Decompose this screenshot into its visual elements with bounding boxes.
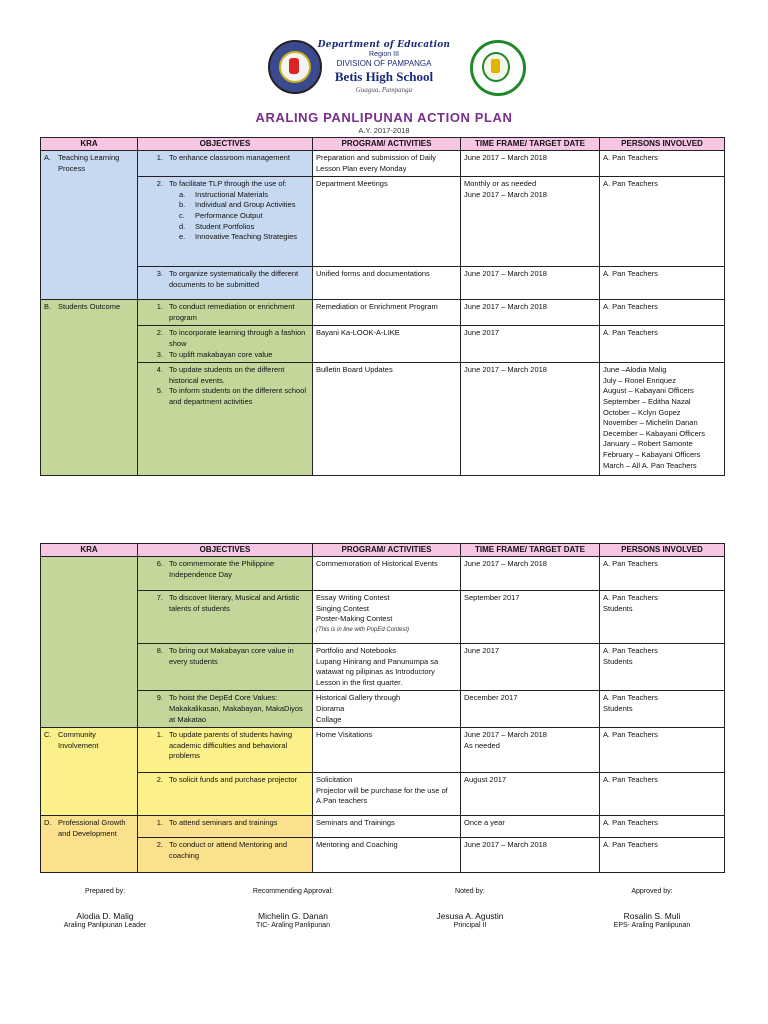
objective-cell: 2. To incorporate learning through a fashion show 3. To uplift makabayan core value xyxy=(138,326,313,363)
time-cell: September 2017 xyxy=(461,591,600,644)
table-row xyxy=(41,326,725,363)
signatory-position: TIC- Araling Panlipunan xyxy=(256,922,330,929)
list-item: August – Kabayani Officers xyxy=(603,386,694,396)
list-item: December – Kabayani Officers xyxy=(603,428,705,438)
time-cell: June 2017 – March 2018 xyxy=(461,838,600,873)
time-cell: Monthly or as needed June 2017 – March 2018 xyxy=(461,177,600,267)
objective-cell: 2. To solicit funds and purchase projector xyxy=(138,773,313,816)
col-header-persons: PERSONS INVOLVED xyxy=(600,544,725,557)
time-cell: June 2017 – March 2018 xyxy=(461,363,600,476)
table-row xyxy=(41,151,725,177)
list-item: October – Kclyn Gopez xyxy=(603,407,681,417)
col-header-program: PROGRAM/ ACTIVITIES xyxy=(313,544,461,557)
objective-cell: 7. To discover literary, Musical and Artistic talents of students xyxy=(138,591,313,644)
program-cell: Essay Writing Contest Singing Contest Poster-Making Contest (This is in line with PopEd Contest) xyxy=(313,591,461,644)
region: Region III xyxy=(369,51,399,58)
time-cell: June 2017 – March 2018 xyxy=(461,300,600,326)
time-cell: June 2017 – March 2018 As needed xyxy=(461,728,600,773)
list-item: January – Robert Samonte xyxy=(603,439,693,449)
program-cell: Remediation or Enrichment Program xyxy=(313,300,461,326)
signature-recommending: Recommending Approval: Michelin G. Danan TIC- Araling Panlipunan xyxy=(208,888,378,929)
table-row xyxy=(41,728,725,773)
persons-cell: A. Pan Teachers xyxy=(600,267,725,300)
col-header-objectives: OBJECTIVES xyxy=(138,138,313,151)
objective-cell: 1. To attend seminars and trainings xyxy=(138,816,313,838)
academic-year: A.Y. 2017-2018 xyxy=(358,126,410,135)
program-cell: Preparation and submission of Daily Lesson Plan every Monday xyxy=(313,151,461,177)
kra-cell-a: A. Teaching Learning Process xyxy=(41,151,138,300)
program-note: (This is in line with PopEd Contest) xyxy=(316,626,410,633)
persons-cell: A. Pan Teachers xyxy=(600,326,725,363)
school-address: Guagua, Pampanga xyxy=(355,86,413,94)
time-cell: August 2017 xyxy=(461,773,600,816)
kra-cell-b-continued xyxy=(41,557,138,728)
program-cell: Commemoration of Historical Events xyxy=(313,557,461,591)
program-cell: Bulletin Board Updates xyxy=(313,363,461,476)
persons-cell: A. Pan Teachers Students xyxy=(600,691,725,728)
program-cell: Solicitation Projector will be purchase for the use of A.Pan teachers xyxy=(313,773,461,816)
program-cell: Department Meetings xyxy=(313,177,461,267)
time-cell: June 2017 – March 2018 xyxy=(461,151,600,177)
program-cell: Bayani Ka-LOOK-A-LIKE xyxy=(313,326,461,363)
table-row xyxy=(41,773,725,816)
kra-label: Teaching Learning Process xyxy=(58,153,120,173)
list-item: March – All A. Pan Teachers xyxy=(603,460,697,470)
signatory-name: Jesusa A. Agustin xyxy=(436,911,504,921)
table-header-row xyxy=(41,544,725,557)
time-cell: Once a year xyxy=(461,816,600,838)
objective-cell: 1. To update parents of students having academic difficulties and behavioral problems xyxy=(138,728,313,773)
objective-cell: 4. To update students on the different historical events. 5. To inform students on the different school and department activities xyxy=(138,363,313,476)
persons-cell: A. Pan Teachers xyxy=(600,816,725,838)
signatory-name: Rosalin S. Muli xyxy=(623,911,681,921)
letterhead-text xyxy=(284,40,484,94)
persons-cell: A. Pan Teachers Students xyxy=(600,644,725,691)
kra-cell-c: C. Community Involvement xyxy=(41,728,138,816)
action-plan-table-1 xyxy=(40,137,725,476)
letterhead xyxy=(0,36,768,106)
document-title: ARALING PANLIPUNAN ACTION PLAN xyxy=(255,110,513,125)
persons-cell: A. Pan Teachers xyxy=(600,177,725,267)
signatory-name: Michelin G. Danan xyxy=(258,911,328,921)
col-header-persons: PERSONS INVOLVED xyxy=(600,138,725,151)
signatory-name: Alodia D. Malig xyxy=(76,911,134,921)
persons-cell: A. Pan Teachers xyxy=(600,728,725,773)
kra-cell-d: D. Professional Growth and Development xyxy=(41,816,138,873)
objective-cell: 1. To enhance classroom management xyxy=(138,151,313,177)
col-header-time-frame: TIME FRAME/ TARGET DATE xyxy=(461,138,600,151)
persons-cell: A. Pan Teachers xyxy=(600,300,725,326)
table-row xyxy=(41,267,725,300)
signatory-position: EPS- Araling Panlipunan xyxy=(613,922,691,929)
list-item: November – Michelin Danan xyxy=(603,418,698,428)
table-row xyxy=(41,557,725,591)
persons-cell xyxy=(600,363,725,476)
program-cell: Mentoring and Coaching xyxy=(313,838,461,873)
signature-block xyxy=(40,888,724,948)
col-header-kra: KRA xyxy=(41,138,138,151)
col-header-time-frame: TIME FRAME/ TARGET DATE xyxy=(461,544,600,557)
col-header-program: PROGRAM/ ACTIVITIES xyxy=(313,138,461,151)
objective-cell: 3. To organize systematically the different documents to be submitted xyxy=(138,267,313,300)
time-cell: June 2017 xyxy=(461,644,600,691)
table-row xyxy=(41,177,725,267)
division: DIVISION OF PAMPANGA xyxy=(336,59,432,68)
time-cell: June 2017 xyxy=(461,326,600,363)
table-row xyxy=(41,644,725,691)
signatory-position: Araling Panlipunan Leader xyxy=(63,922,147,929)
time-cell: June 2017 – March 2018 xyxy=(461,267,600,300)
table-header-row xyxy=(41,138,725,151)
col-header-objectives: OBJECTIVES xyxy=(138,544,313,557)
program-cell: Historical Gallery through Diorama Collage xyxy=(313,691,461,728)
signature-prepared: Prepared by: Alodia D. Malig Araling Panlipunan Leader xyxy=(20,888,190,929)
program-cell: Portfolio and Notebooks Lupang Hinirang and Panunumpa sa watawat ng pilipinas as Introductory Lesson in the first quarter. xyxy=(313,644,461,691)
objective-cell: 2. To facilitate TLP through the use of: a. Instructional Materials b. Individual and Group Activities c. Performance Output d. Student Portfolios e. Innovative Teaching Strategies xyxy=(138,177,313,267)
kra-cell-b: B. Students Outcome xyxy=(41,300,138,476)
signatory-position: Principal II xyxy=(453,922,487,929)
action-plan-table-2 xyxy=(40,543,725,873)
signature-noted: Noted by: Jesusa A. Agustin Principal II xyxy=(385,888,555,929)
time-cell: June 2017 – March 2018 xyxy=(461,557,600,591)
table-row xyxy=(41,591,725,644)
kra-label: Community Involvement xyxy=(58,730,99,750)
list-item: July – Ronel Enriquez xyxy=(603,375,676,385)
program-cell: Seminars and Trainings xyxy=(313,816,461,838)
persons-cell: A. Pan Teachers xyxy=(600,838,725,873)
objective-cell: 9. To hoist the DepEd Core Values: Makakalikasan, Makabayan, MakaDiyos at Makatao xyxy=(138,691,313,728)
program-cell: Unified forms and documentations xyxy=(313,267,461,300)
persons-cell: A. Pan Teachers Students xyxy=(600,591,725,644)
program-cell: Home Visitations xyxy=(313,728,461,773)
table-row xyxy=(41,300,725,326)
objective-cell: 2. To conduct or attend Mentoring and coaching xyxy=(138,838,313,873)
list-item: September – Editha Nazal xyxy=(603,396,691,406)
list-item: June –Alodia Malig xyxy=(603,365,667,375)
school-name: Betis High School xyxy=(334,69,434,84)
persons-cell: A. Pan Teachers xyxy=(600,773,725,816)
persons-cell: A. Pan Teachers xyxy=(600,151,725,177)
time-cell: December 2017 xyxy=(461,691,600,728)
department-name: Department of Education xyxy=(317,40,451,50)
persons-cell: A. Pan Teachers xyxy=(600,557,725,591)
col-header-kra: KRA xyxy=(41,544,138,557)
signature-approved: Approved by: Rosalin S. Muli EPS- Araling Panlipunan xyxy=(567,888,737,929)
objective-cell: 6. To commemorate the Philippine Independence Day xyxy=(138,557,313,591)
kra-label: Students Outcome xyxy=(58,302,121,312)
school-seal-icon xyxy=(470,40,526,96)
objective-cell: 1. To conduct remediation or enrichment program xyxy=(138,300,313,326)
table-row xyxy=(41,691,725,728)
table-row xyxy=(41,363,725,476)
objective-cell: 8. To bring out Makabayan core value in every students xyxy=(138,644,313,691)
list-item: February – Kabayani Officers xyxy=(603,449,701,459)
table-row xyxy=(41,838,725,873)
table-row xyxy=(41,816,725,838)
kra-label: Professional Growth and Development xyxy=(58,818,126,838)
